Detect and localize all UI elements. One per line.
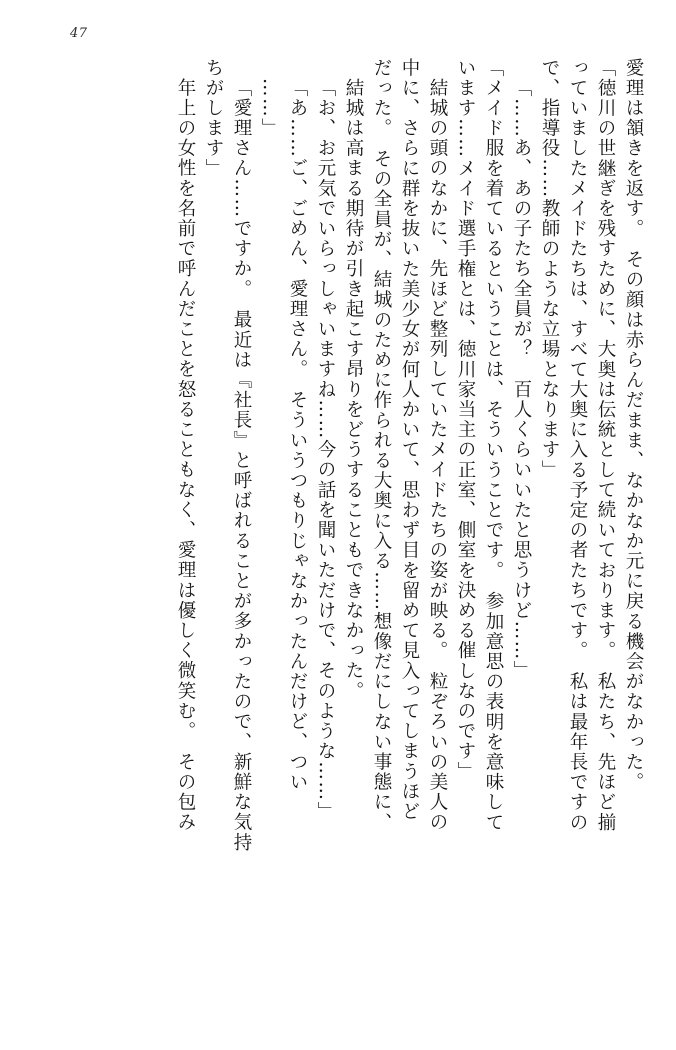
text-line: 「お、お元気でいらっしゃいますね……今の話を聞いただけで、そのような……」 <box>315 78 336 822</box>
page-number: 47 <box>70 26 88 41</box>
text-line: だった。 その全員が、結城のために作られる大奥に入る……想像だにしない事態に、 <box>371 58 392 833</box>
text-line: 結城は高まる期待が引き起こす昂りをどうすることもできなかった。 <box>343 78 364 702</box>
text-line: で、指導役……教師のような立場となります」 <box>539 58 560 481</box>
text-line: 「メイド服を着ているということは、そういうことです。 参加意思の表明を意味して <box>483 58 504 833</box>
text-line: 「徳川の世継ぎを残すために、大奥は伝統として続いております。 私たち、先ほど揃 <box>595 58 616 833</box>
text-line: 「……あ、あの子たち全員が？ 百人くらいいたと思うけど……」 <box>511 78 532 681</box>
text-line: 愛理は頷きを返す。 その顔は赤らんだまま、なかなか元に戻る機会がなかった。 <box>623 58 644 793</box>
text-line: ……」 <box>259 78 280 139</box>
text-line: っていましたメイドたちは、すべて大奥に入る予定の者たちです。 私は最年長ですの <box>567 58 588 833</box>
text-line: ちがします」 <box>203 58 224 179</box>
text-line: 結城の頭のなかに、先ほど整列していたメイドたちの姿が映る。 粒ぞろいの美人の <box>427 78 448 833</box>
text-line: 年上の女性を名前で呼んだことを怒ることもなく、愛理は優しく微笑む。 その包み <box>175 78 196 833</box>
text-line: 「愛理さん……ですか。 最近は『社長』と呼ばれることが多かったので、新鮮な気持 <box>231 78 252 853</box>
text-line: います……メイド選手権とは、徳川家当主の正室、側室を決める催しなのです」 <box>455 58 476 782</box>
text-line: 中に、さらに群を抜いた美少女が何人かいて、思わず目を留めて見入ってしまうほど <box>399 58 420 822</box>
text-line: 「あ……ご、ごめん、愛理さん。 そういうつもりじゃなかったんだけど、つい <box>287 78 308 793</box>
vertical-text-body <box>34 58 642 1018</box>
